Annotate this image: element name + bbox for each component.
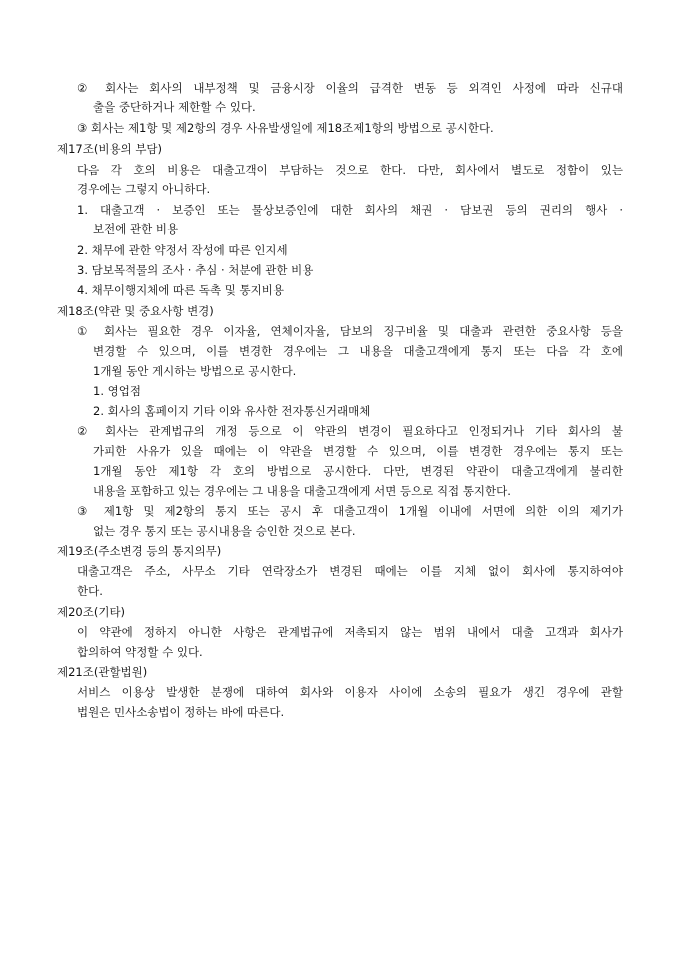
text-line: 대출고객은 주소, 사무소 기타 연락장소가 변경된 때에는 이를 지체 없이 회사에 통지하여야 [77, 564, 623, 578]
list-item: 2. 회사의 홈페이지 기타 이와 유사한 전자통신거래매체 [93, 404, 371, 418]
text-line: 없는 경우 통지 또는 공시내용을 승인한 것으로 본다. [93, 524, 356, 538]
text-line: 변경할 수 있으며, 이를 변경한 경우에는 그 내용을 대출고객에게 통지 또는 다음 각 호에 [93, 344, 623, 358]
text-line: 경우에는 그렇지 아니하다. [77, 182, 211, 196]
article-heading: 제21조(관할법원) [57, 665, 148, 679]
text-line: ② 회사는 회사의 내부정책 및 금융시장 이율의 급격한 변동 등 외격인 사정에 따라 신규대 [77, 81, 623, 95]
article-heading: 제20조(기타) [57, 605, 126, 619]
list-item: 2. 채무에 관한 약정서 작성에 따른 인지세 [77, 243, 288, 257]
article-heading: 제17조(비용의 부담) [57, 142, 163, 156]
text-line: 보전에 관한 비용 [93, 222, 179, 236]
text-line: 서비스 이용상 발생한 분쟁에 대하여 회사와 이용자 사이에 소송의 필요가 생긴 경우에 관할 [77, 685, 623, 699]
article-heading: 제18조(약관 및 중요사항 변경) [57, 304, 214, 318]
text-line: 합의하여 약정할 수 있다. [77, 645, 203, 659]
text-line: 가피한 사유가 있을 때에는 이 약관을 변경할 수 있으며, 이를 변경한 경우에는 통지 또는 [93, 444, 623, 458]
text-line: ③ 회사는 제1항 및 제2항의 경우 사유발생일에 제18조제1항의 방법으로 공시한다. [77, 121, 494, 135]
list-item: 1. 영업점 [93, 384, 141, 398]
text-line: 1개월 동안 게시하는 방법으로 공시한다. [93, 364, 297, 378]
text-line: 출을 중단하거나 제한할 수 있다. [93, 100, 256, 114]
text-line: 1개월 동안 제1항 각 호의 방법으로 공시한다. 다만, 변경된 약관이 대출고객에게 불리한 [93, 464, 623, 478]
text-line: 이 약관에 정하지 아니한 사항은 관계법규에 저촉되지 않는 범위 내에서 대출 고객과 회사가 [77, 625, 623, 639]
list-item: 3. 담보목적물의 조사 · 추심 · 처분에 관한 비용 [77, 263, 314, 277]
text-line: ② 회사는 관계법규의 개정 등으로 이 약관의 변경이 필요하다고 인정되거나 기타 회사의 불 [77, 424, 623, 438]
text-line: 내용을 포함하고 있는 경우에는 그 내용을 대출고객에게 서면 등으로 직접 통지한다. [93, 484, 511, 498]
text-line: 한다. [77, 584, 103, 598]
article-heading: 제19조(주소변경 등의 통지의무) [57, 544, 222, 558]
text-line: ③ 제1항 및 제2항의 통지 또는 공시 후 대출고객이 1개월 이내에 서면에 의한 이의 제기가 [77, 504, 623, 518]
text-line: 다음 각 호의 비용은 대출고객이 부담하는 것으로 한다. 다만, 회사에서 별도로 정함이 있는 [77, 163, 623, 177]
text-line: 법원은 민사소송법이 정하는 바에 따른다. [77, 705, 285, 719]
text-line: ① 회사는 필요한 경우 이자율, 연체이자율, 담보의 징구비율 및 대출과 관련한 중요사항 등을 [77, 324, 623, 338]
list-item: 1. 대출고객 · 보증인 또는 물상보증인에 대한 회사의 채권 · 담보권 등의 권리의 행사 · [77, 203, 623, 217]
list-item: 4. 채무이행지체에 따른 독촉 및 통지비용 [77, 283, 284, 297]
